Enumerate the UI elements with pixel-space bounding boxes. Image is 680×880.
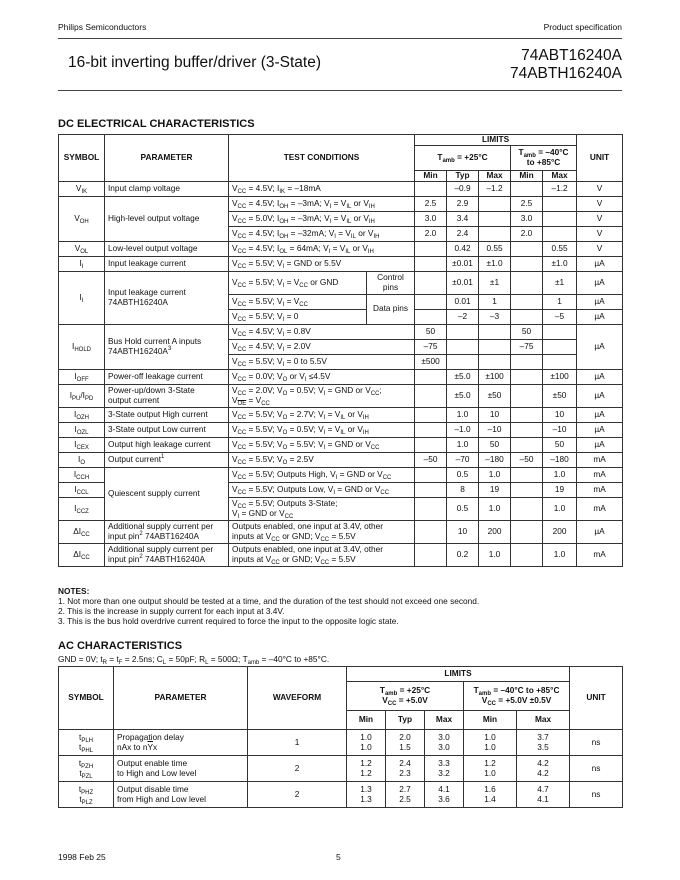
table-row: $V_{CC} = 5.0V$; $I_{OH} = -3mA$; $V_I = V_{IL}$ or $V_{IH}$ 3.0 3.4 3.0 V: [59, 211, 623, 226]
page-header: [58, 22, 622, 32]
table-row: $t_{PHZ}$ $t_{PLZ}$ Output disable time from High and Low level 2 1.3 1.3 2.7 2.5 4.1 3.6 1.6 1.4 4.7 4.1 ns: [59, 782, 623, 808]
company-name: Philips Semiconductors: [58, 22, 147, 32]
header-rule: [58, 38, 622, 39]
title-rule: [58, 90, 622, 91]
doc-title: 16-bit inverting buffer/driver (3-State): [68, 54, 321, 71]
ac-limits: LIMITS: [347, 667, 570, 682]
table-row: $I_{OFF}$ Power-off leakage current $V_{CC} = 0.0V$; $V_O$ or $V_I \le 4.5V$ ±5.0 ±100 ±100 µA: [59, 369, 623, 384]
dc-min2: Min: [511, 170, 543, 181]
ac-tamb-25: $T_{amb} = +25^\circ C$ $V_{CC} = +5.0V$: [347, 682, 464, 711]
dc-heading: DC ELECTRICAL CHARACTERISTICS: [58, 118, 255, 130]
ac-min2: Min: [464, 711, 517, 730]
doc-type: Product specification: [543, 22, 622, 32]
table-row: $V_{CC} = 5.5V$; $V_I = V_{CC}$ Data pins 0.01 1 1 µA: [59, 294, 623, 309]
dc-col-parameter: PARAMETER: [105, 135, 229, 182]
table-row: $V_{CC} = 5.5V$; $V_I = 0$ to 5.5V ±500: [59, 354, 623, 369]
dc-min: Min: [415, 170, 447, 181]
table-row: $I_{OZH}$ 3-State output High current $V_{CC} = 5.5V$; $V_O = 2.7V$; $V_I = V_{IL}$ or $V_{IH}$ 1.0 10 10 µA: [59, 407, 623, 422]
dc-tamb-25: $T_{amb} = +25^\circ C$: [415, 145, 511, 170]
dc-tamb-range: $T_{amb} = -40^\circ C$ to +85°C: [511, 145, 577, 170]
footer-date: 1998 Feb 25: [58, 852, 106, 862]
part-number-1: 74ABT16240A: [521, 47, 622, 64]
note-3: 3. This is the bus hold overdrive current required to force the input to the opposite logic state.: [58, 616, 399, 626]
dc-col-unit: UNIT: [577, 135, 623, 182]
dc-limits: LIMITS: [415, 135, 577, 146]
table-row: $I_{PU}/I_{PD}$ Power-up/down 3-State output current $V_{CC} = 2.0V$; $V_O = 0.5V$; $V_I$ = GND or $V_{CC}$; $V_{\overline{OE}} = V_{CC}$ ±5.0 ±50 ±50 µA: [59, 384, 623, 407]
ac-table: [58, 666, 623, 808]
table-row: $I_{CCZ}$ $V_{CC} = 5.5V$; Outputs 3-State; $V_I$ = GND or $V_{CC}$ 0.5 1.0 1.0 mA: [59, 497, 623, 520]
ac-col-symbol: SYMBOL: [59, 667, 114, 730]
part-numbers: [510, 47, 622, 83]
table-row: $V_{OH}$ High-level output voltage $V_{CC} = 4.5V$; $I_{OH} = -3mA$; $V_I = V_{IL}$ or $V_{IH}$ 2.5 2.9 2.5 V: [59, 196, 623, 211]
dc-typ: Typ: [447, 170, 479, 181]
dc-max: Max: [479, 170, 511, 181]
table-row: $I_{OZL}$ 3-State output Low current $V_{CC} = 5.5V$; $V_O = 0.5V$; $V_I = V_{IL}$ or $V_{IH}$ –1.0 –10 –10 µA: [59, 422, 623, 437]
table-row: $t_{PZH}$ $t_{PZL}$ Output enable time to High and Low level 2 1.2 1.2 2.4 2.3 3.3 3.2 1.2 1.0 4.2 4.2 ns: [59, 756, 623, 782]
notes: [58, 586, 479, 626]
table-row: $I_{CCL}$ $V_{CC} = 5.5V$; Outputs Low, $V_I$ = GND or $V_{CC}$ 8 19 19 mA: [59, 482, 623, 497]
table-row: $V_{IK}$ Input clamp voltage $V_{CC} = 4.5V$; $I_{IK} = -18mA$ –0.9 –1.2 –1.2 V: [59, 181, 623, 196]
note-2: 2. This is the increase in supply current for each input at 3.4V.: [58, 606, 285, 616]
ac-col-unit: UNIT: [570, 667, 623, 730]
ac-min: Min: [347, 711, 386, 730]
table-row: $I_I$ Input leakage current $V_{CC} = 5.5V$; $V_I$ = GND or 5.5V ±0.01 ±1.0 ±1.0 µA: [59, 256, 623, 271]
table-row: $V_{CC} = 5.5V$; $V_I = 0$ –2 –3 –5 µA: [59, 309, 623, 324]
ac-tamb-range: $T_{amb} = -40^\circ C$ to +85°C $V_{CC} = +5.0V \pm 0.5V$: [464, 682, 570, 711]
table-row: $V_{CC} = 4.5V$; $I_{OH} = -32mA$; $V_I = V_{IL}$ or $V_{IH}$ 2.0 2.4 2.0 V: [59, 226, 623, 241]
table-row: $I_O$ Output current$^1$ $V_{CC} = 5.5V$; $V_O = 2.5V$ –50 –70 –180 –50 –180 mA: [59, 452, 623, 467]
table-row: $I_{CCH}$ Quiescent supply current $V_{CC} = 5.5V$; Outputs High, $V_I$ = GND or $V_{CC}$ 0.5 1.0 1.0 mA: [59, 467, 623, 482]
note-1: 1. Not more than one output should be tested at a time, and the duration of the test should not exceed one second.: [58, 596, 480, 606]
page-number: 5: [336, 852, 341, 862]
table-row: $V_{OL}$ Low-level output voltage $V_{CC} = 4.5V$; $I_{OL} = 64mA$; $V_I = V_{IL}$ or $V_{IH}$ 0.42 0.55 0.55 V: [59, 241, 623, 256]
ac-max: Max: [425, 711, 464, 730]
ac-col-parameter: PARAMETER: [114, 667, 248, 730]
table-row: $\Delta I_{CC}$ Additional supply current per input pin$^2$ 74ABTH16240A Outputs enabled, one input at 3.4V, other inputs at $V_{CC}$ or GND; $V_{CC} = 5.5V$ 0.2 1.0 1.0 mA: [59, 543, 623, 566]
dc-max2: Max: [543, 170, 577, 181]
dc-table: [58, 134, 623, 567]
part-number-2: 74ABTH16240A: [509, 65, 622, 82]
table-row: $I_I$ Input leakage current 74ABTH16240A $V_{CC} = 5.5V$; $V_I = V_{CC}$ or GND Control pins ±0.01 ±1 ±1 µA: [59, 271, 623, 294]
ac-max2: Max: [517, 711, 570, 730]
table-row: $\Delta I_{CC}$ Additional supply current per input pin$^2$ 74ABT16240A Outputs enabled, one input at 3.4V, other inputs at $V_{CC}$ or GND; $V_{CC} = 5.5V$ 10 200 200 µA: [59, 520, 623, 543]
dc-col-test: TEST CONDITIONS: [229, 135, 415, 182]
table-row: $I_{HOLD}$ Bus Hold current A inputs $74ABTH16240A^3$ $V_{CC} = 4.5V$; $V_I = 0.8V$ 50 50 µA: [59, 324, 623, 339]
table-row: $V_{CC} = 4.5V$; $V_I = 2.0V$ –75 –75: [59, 339, 623, 354]
ac-col-waveform: WAVEFORM: [248, 667, 347, 730]
table-row: $I_{CEX}$ Output high leakage current $V_{CC} = 5.5V$; $V_O = 5.5V$; $V_I$ = GND or $V_{CC}$ 1.0 50 50 µA: [59, 437, 623, 452]
notes-heading: NOTES:: [58, 586, 90, 596]
ac-conditions: GND = 0V; $t_R = t_F = 2.5ns$; $C_L = 50pF$; $R_L = 500\Omega$; $T_{amb} = -40^\circ C$ to +85°C.: [58, 654, 330, 666]
ac-typ: Typ: [386, 711, 425, 730]
ac-heading: AC CHARACTERISTICS: [58, 640, 183, 652]
table-row: $t_{PLH}$ $t_{PHL}$ Propagation delay nAx to $n\overline{Y}x$ 1 1.0 1.0 2.0 1.5 3.0 3.0 1.0 1.0 3.7 3.5 ns: [59, 730, 623, 756]
dc-col-symbol: SYMBOL: [59, 135, 105, 182]
